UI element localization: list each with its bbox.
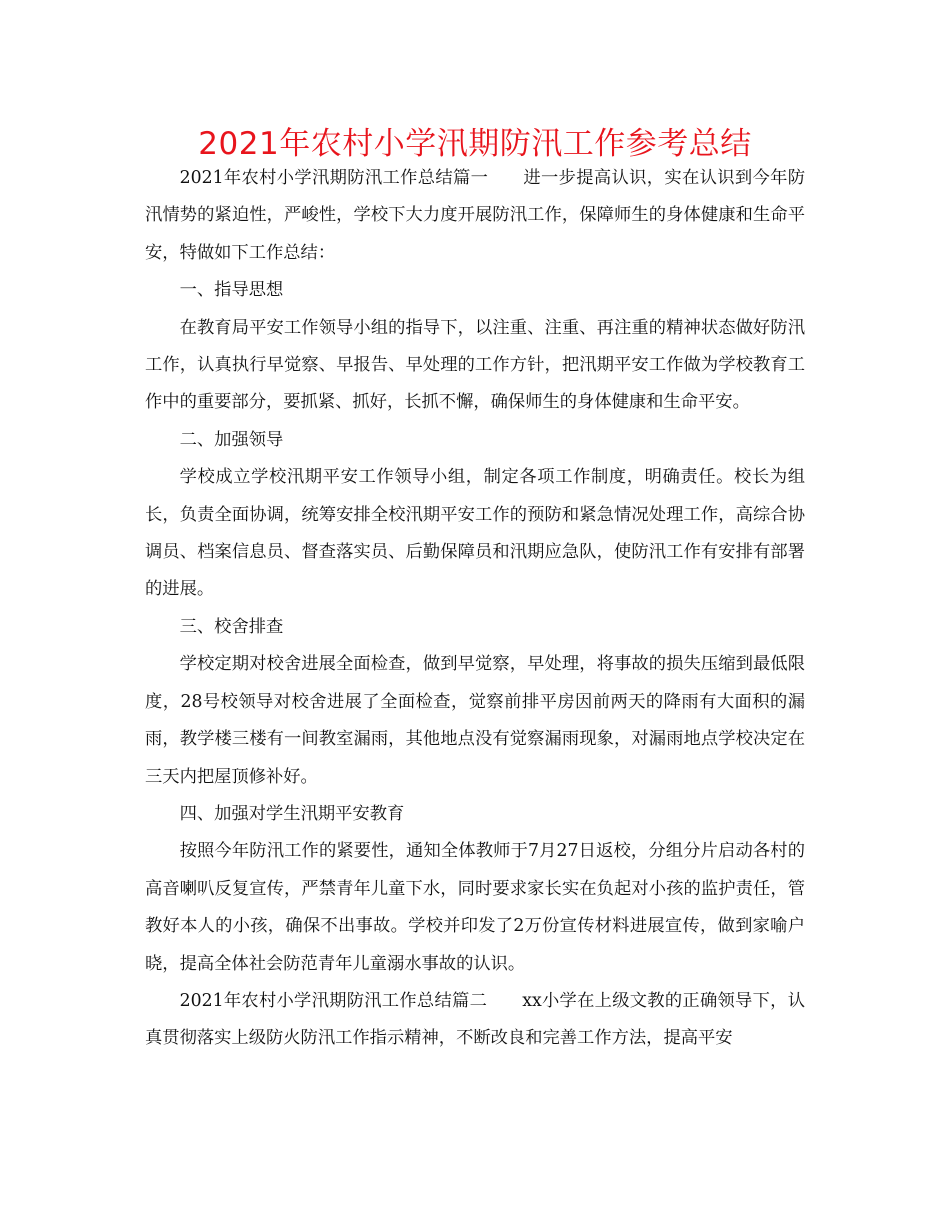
paragraph-part-two: 2021年农村小学汛期防汛工作总结篇二 xx小学在上级文教的正确领导下，认真贯彻落实上级防火防汛工作指示精神，不断改良和完善工作方法，提高平安 [145,990,805,1049]
section-heading-4: 四、加强对学生汛期平安教育 [179,803,405,824]
section-heading-3: 三、校舍排查 [179,616,284,637]
paragraph-intro: 2021年农村小学汛期防汛工作总结篇一 进一步提高认识，实在认识到今年防汛情势的紧迫性，严峻性，学校下大力度开展防汛工作，保障师生的身体健康和生命平安，特做如下工作总结： [145,168,805,263]
paragraph-section-4: 按照今年防汛工作的紧要性，通知全体教师于7月27日返校，分组分片启动各村的高音喇叭反复宣传，严禁青年儿童下水，同时要求家长实在负起对小孩的监护责任，管教好本人的小孩，确保不出事故。学校并印发了2万份宣传材料进展宣传，做到家喻户晓，提高全体社会防范青年儿童溺水事故的认识。 [145,841,805,974]
paragraph-section-3: 学校定期对校舍进展全面检查，做到早觉察，早处理，将事故的损失压缩到最低限度，28号校领导对校舍进展了全面检查，觉察前排平房因前两天的降雨有大面积的漏雨，教学楼三楼有一间教室漏雨，其他地点没有觉察漏雨现象，对漏雨地点学校决定在三天内把屋顶修补好。 [145,654,805,787]
section-heading-1: 一、指导思想 [179,280,284,301]
paragraph-section-1: 在教育局平安工作领导小组的指导下，以注重、注重、再注重的精神状态做好防汛工作，认真执行早觉察、早报告、早处理的工作方针，把汛期平安工作做为学校教育工作中的重要部分，要抓紧、抓好，长抓不懈，确保师生的身体健康和生命平安。 [145,317,805,413]
paragraph-section-2: 学校成立学校汛期平安工作领导小组，制定各项工作制度，明确责任。校长为组长，负责全面协调，统筹安排全校汛期平安工作的预防和紧急情况处理工作，高综合协调员、档案信息员、督查落实员、后勤保障员和汛期应急队，使防汛工作有安排有部署的进展。 [145,467,805,600]
document-title: 2021年农村小学汛期防汛工作参考总结 [198,126,752,162]
section-heading-2: 二、加强领导 [179,429,284,450]
document-body [145,160,805,1058]
